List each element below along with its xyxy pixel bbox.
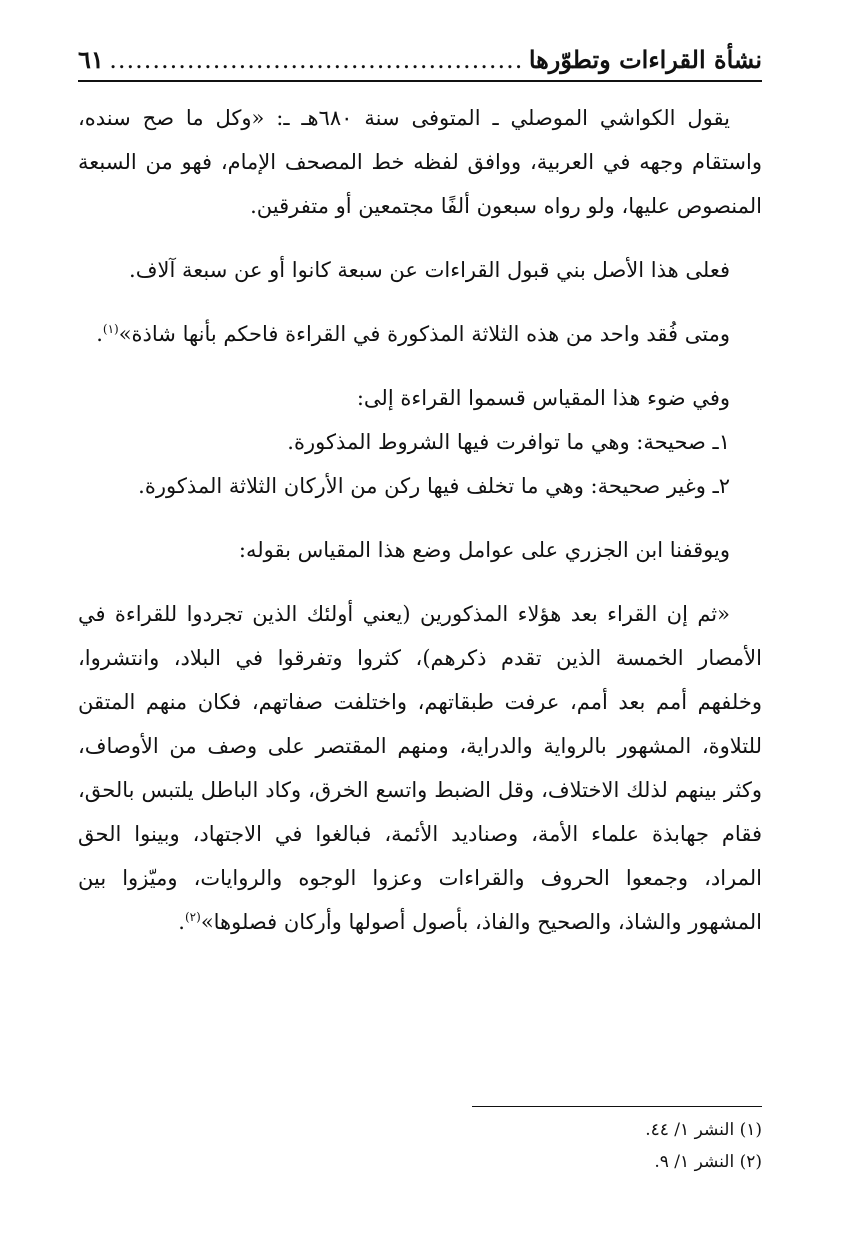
footnote-ref-1: (١) [102,322,119,336]
footnote-divider [472,1106,762,1107]
list-item-sahiha: ١ـ صحيحة: وهي ما توافرت فيها الشروط المذكورة. [287,430,730,454]
paragraph-kawashi-quote: يقول الكواشي الموصلي ـ المتوفى سنة ٦٨٠هـ ـ: «وكل ما صح سنده، واستقام وجهه في العربية، ووافق لفظه خط المصحف الإمام، فهو من السبعة المنصوص عليها، ولو رواه سبعون ألفًا مجتمعين أو متفرقين. [78,106,762,218]
paragraph-principle: فعلى هذا الأصل بني قبول القراءات عن سبعة كانوا أو عن سبعة آلاف. [129,258,730,282]
page-number: ٦١ [78,45,104,74]
list-item-ghayr-sahiha: ٢ـ وغير صحيحة: وهي ما تخلف فيها ركن من الأركان الثلاثة المذكورة. [138,474,730,498]
paragraph-shadh [78,312,762,356]
header-leader-dots: ................................................ [109,46,524,74]
paragraph-ibn-jazari-text: «ثم إن القراء بعد هؤلاء المذكورين (يعني أولئك الذين تجردوا للقراءة في الأمصار الخمسة الذين تقدم ذكرهم)، كثروا وتفرقوا في البلاد، وانتشروا، وخلفهم أمم بعد أمم، عرفت طبقاتهم، واختلفت صفاتهم، فكان منهم المتقن للتلاوة، المشهور بالرواية والدراية، ومنهم المقتصر على وصف من الأوصاف، وكثر بينهم لذلك الاختلاف، وقل الضبط واتسع الخرق، وكاد الباطل يلتبس بالحق، فقام جهابذة علماء الأمة، وصناديد الأئمة، فبالغوا في الاجتهاد، وبينوا الحق المراد، وجمعوا الحروف والقراءات وعزوا الوجوه والروايات، وميّزوا بين المشهور والشاذ، والصحيح والفاذ، بأصول أصولها وأركان فصلوها» [78,602,762,934]
paragraph-ibn-jazari-end: . [178,910,185,934]
paragraph-ibn-jazari-intro: ويوقفنا ابن الجزري على عوامل وضع هذا المقياس بقوله: [238,538,730,562]
footnote-ref-2: (٢) [184,910,201,924]
main-text [78,96,762,944]
running-header [78,34,762,74]
paragraph-ibn-jazari-quote [78,592,762,944]
header-title: نشأة القراءات وتطوّرها [528,45,762,74]
header-divider [78,80,762,82]
footnote-2: (٢) النشر ١/ ٩. [654,1152,762,1172]
paragraph-shadh-text: ومتى فُقد واحد من هذه الثلاثة المذكورة في القراءة فاحكم بأنها شاذة» [118,322,730,346]
footnotes [78,1114,762,1178]
paragraph-division-intro: وفي ضوء هذا المقياس قسموا القراءة إلى: [356,386,730,410]
footnote-1: (١) النشر ١/ ٤٤. [645,1120,762,1140]
paragraph-shadh-end: . [96,322,103,346]
